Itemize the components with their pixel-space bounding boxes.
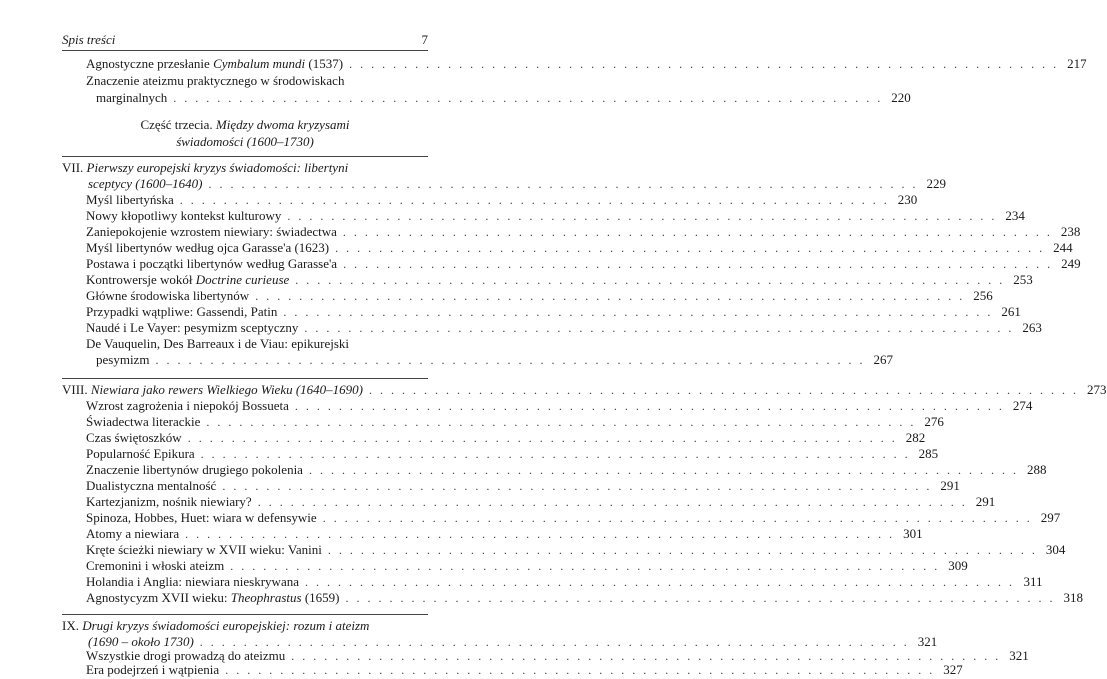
entry-text: pesymizm	[96, 352, 150, 367]
leader-dots: . . . . . . . . . . . . . . . . . . . . . . . . . . . . . . . . . . . . . . . . . . . . . . . . . . . . . . . . . . . . . . . . .	[173, 91, 883, 105]
chapter-heading	[62, 382, 1107, 398]
entry-text: Kartezjanizm, nośnik niewiary?	[86, 494, 252, 509]
leader-dots: . . . . . . . . . . . . . . . . . . . . . . . . . . . . . . . . . . . . . . . . . . . . . . . . . . . . . . . . . . . . . . . . .	[304, 321, 1014, 335]
leader-dots: . . . . . . . . . . . . . . . . . . . . . . . . . . . . . . . . . . . . . . . . . . . . . . . . . . . . . . . . . . . . . . . . .	[225, 663, 935, 677]
toc-entry	[62, 288, 993, 304]
leader-dots: . . . . . . . . . . . . . . . . . . . . . . . . . . . . . . . . . . . . . . . . . . . . . . . . . . . . . . . . . . . . . . . . .	[327, 543, 1038, 557]
entry-page: 261	[1001, 304, 1021, 319]
part-heading-line1	[62, 117, 428, 133]
toc-entry	[62, 462, 1047, 478]
chapter-title: Niewiara jako rewers Wielkiego Wieku (1640–1690)	[90, 382, 364, 397]
entry-text: Znaczenie ateizmu praktycznego w środowiskach	[86, 73, 345, 88]
toc-entry	[62, 398, 1033, 414]
toc-entry	[62, 590, 1083, 606]
entry-text: Dualistyczna mentalność	[86, 478, 217, 493]
toc-entry	[62, 662, 963, 678]
entry-page: 327	[943, 662, 963, 677]
leader-dots: . . . . . . . . . . . . . . . . . . . . . . . . . . . . . . . . . . . . . . . . . . . . . . . . . . . . . . . . . . . . . . . . .	[369, 383, 1079, 397]
chapter-title-continued: sceptycy (1600–1640)	[88, 176, 203, 191]
toc-entry	[62, 494, 996, 510]
entry-text: Myśl libertynów według ojca Garasse'a (1623)	[86, 240, 330, 255]
entry-page: 282	[905, 430, 926, 445]
toc-entry	[62, 430, 926, 446]
entry-page: 297	[1040, 510, 1061, 525]
entry-text: Nowy kłopotliwy kontekst kulturowy	[86, 208, 282, 223]
toc-entry-line1	[62, 73, 428, 89]
toc-entry	[62, 256, 1081, 272]
toc-entry	[62, 352, 893, 368]
entry-text: Popularność Epikura	[86, 446, 195, 461]
entry-text: Wszystkie drogi prowadzą do ateizmu	[86, 648, 286, 663]
toc-entry	[62, 192, 918, 208]
leader-dots: . . . . . . . . . . . . . . . . . . . . . . . . . . . . . . . . . . . . . . . . . . . . . . . . . . . . . . . . . . . . . . . . .	[295, 273, 1005, 287]
entry-page: 321	[1009, 648, 1029, 663]
entry-text: Myśl libertyńska	[86, 192, 174, 207]
entry-text: Agnostyczne przesłanie	[86, 56, 214, 71]
entry-page: 267	[873, 352, 893, 367]
leader-dots: . . . . . . . . . . . . . . . . . . . . . . . . . . . . . . . . . . . . . . . . . . . . . . . . . . . . . . . . . . . . . . . . .	[206, 415, 916, 429]
toc-entry	[62, 414, 944, 430]
section-divider	[62, 378, 428, 379]
entry-italic-title: Theophrastus	[230, 590, 302, 605]
leader-dots: . . . . . . . . . . . . . . . . . . . . . . . . . . . . . . . . . . . . . . . . . . . . . . . . . . . . . . . . . . . . . . . . .	[345, 591, 1055, 605]
entry-text: Przypadki wątpliwe: Gassendi, Patin	[86, 304, 278, 319]
entry-text: Świadectwa literackie	[86, 414, 201, 429]
chapter-number: VIII.	[62, 382, 88, 397]
leader-dots: . . . . . . . . . . . . . . . . . . . . . . . . . . . . . . . . . . . . . . . . . . . . . . . . . . . . . . . . . . . . . . . . .	[308, 463, 1019, 477]
toc-entry	[62, 320, 1042, 336]
leader-dots: . . . . . . . . . . . . . . . . . . . . . . . . . . . . . . . . . . . . . . . . . . . . . . . . . . . . . . . . . . . . . . . . .	[322, 511, 1033, 525]
leader-dots: . . . . . . . . . . . . . . . . . . . . . . . . . . . . . . . . . . . . . . . . . . . . . . . . . . . . . . . . . . . . . . . . .	[222, 479, 932, 493]
leader-dots: . . . . . . . . . . . . . . . . . . . . . . . . . . . . . . . . . . . . . . . . . . . . . . . . . . . . . . . . . . . . . . . . .	[185, 527, 895, 541]
entry-page: 309	[948, 558, 968, 573]
toc-entry	[62, 208, 1025, 224]
leader-dots: . . . . . . . . . . . . . . . . . . . . . . . . . . . . . . . . . . . . . . . . . . . . . . . . . . . . . . . . . . . . . . . . .	[208, 177, 918, 191]
section-divider	[62, 614, 428, 615]
entry-page: 238	[1060, 224, 1081, 239]
toc-entry	[62, 478, 960, 494]
entry-text: Agnostycyzm XVII wieku:	[86, 590, 231, 605]
leader-dots: . . . . . . . . . . . . . . . . . . . . . . . . . . . . . . . . . . . . . . . . . . . . . . . . . . . . . . . . . . . . . . . . .	[199, 635, 910, 649]
toc-entry	[62, 272, 1033, 288]
entry-text: Spinoza, Hobbes, Huet: wiara w defensywie	[86, 510, 317, 525]
entry-text: De Vauquelin, Des Barreaux i de Viau: epikurejski	[86, 336, 350, 351]
leader-dots: . . . . . . . . . . . . . . . . . . . . . . . . . . . . . . . . . . . . . . . . . . . . . . . . . . . . . . . . . . . . . . . . .	[187, 431, 898, 445]
leader-dots: . . . . . . . . . . . . . . . . . . . . . . . . . . . . . . . . . . . . . . . . . . . . . . . . . . . . . . . . . . . . . . . . .	[287, 209, 997, 223]
toc-entry-line1	[62, 336, 428, 352]
toc-entry	[62, 526, 923, 542]
entry-page: 253	[1013, 272, 1033, 287]
entry-text: Czas świętoszków	[86, 430, 182, 445]
leader-dots: . . . . . . . . . . . . . . . . . . . . . . . . . . . . . . . . . . . . . . . . . . . . . . . . . . . . . . . . . . . . . . . . .	[230, 559, 940, 573]
section-divider	[62, 156, 428, 157]
entry-page: 244	[1053, 240, 1073, 255]
leader-dots: . . . . . . . . . . . . . . . . . . . . . . . . . . . . . . . . . . . . . . . . . . . . . . . . . . . . . . . . . . . . . . . . .	[200, 447, 911, 461]
toc-entry	[62, 510, 1061, 526]
entry-page: 234	[1005, 208, 1025, 223]
chapter-title-continued: (1690 – około 1730)	[88, 634, 194, 649]
entry-text: Era podejrzeń i wątpienia	[86, 662, 220, 677]
entry-page: 220	[891, 90, 911, 105]
leader-dots: . . . . . . . . . . . . . . . . . . . . . . . . . . . . . . . . . . . . . . . . . . . . . . . . . . . . . . . . . . . . . . . . .	[349, 57, 1059, 71]
entry-italic-title: Doctrine curieuse	[195, 272, 290, 287]
entry-page: 291	[975, 494, 996, 509]
chapter-heading	[62, 618, 428, 634]
entry-text: Znaczenie libertynów drugiego pokolenia	[86, 462, 303, 477]
entry-page: 256	[973, 288, 993, 303]
chapter-page: 321	[917, 634, 938, 649]
toc-entry	[62, 574, 1043, 590]
entry-text: Naudé i Le Vayer: pesymizm sceptyczny	[86, 320, 299, 335]
entry-italic-title: Cymbalum mundi	[213, 56, 306, 71]
entry-text-after: (1537)	[305, 56, 344, 71]
entry-page: 304	[1045, 542, 1066, 557]
part-title: Między dwoma kryzysami	[215, 117, 350, 132]
toc-entry	[62, 446, 939, 462]
entry-page: 291	[940, 478, 960, 493]
leader-dots: . . . . . . . . . . . . . . . . . . . . . . . . . . . . . . . . . . . . . . . . . . . . . . . . . . . . . . . . . . . . . . . . .	[155, 353, 865, 367]
part-title-continued: świadomości (1600–1730)	[176, 134, 314, 149]
leader-dots: . . . . . . . . . . . . . . . . . . . . . . . . . . . . . . . . . . . . . . . . . . . . . . . . . . . . . . . . . . . . . . . . .	[343, 257, 1053, 271]
entry-text: Kręte ścieżki niewiary w XVII wieku: Vanini	[86, 542, 322, 557]
leader-dots: . . . . . . . . . . . . . . . . . . . . . . . . . . . . . . . . . . . . . . . . . . . . . . . . . . . . . . . . . . . . . . . . .	[342, 225, 1053, 239]
toc-entry	[62, 56, 1087, 72]
entry-text: Zaniepokojenie wzrostem niewiary: świadectwa	[86, 224, 337, 239]
page-number: 7	[421, 32, 428, 47]
leader-dots: . . . . . . . . . . . . . . . . . . . . . . . . . . . . . . . . . . . . . . . . . . . . . . . . . . . . . . . . . . . . . . . . .	[179, 193, 890, 207]
entry-page: 274	[1012, 398, 1033, 413]
entry-text: marginalnych	[96, 90, 168, 105]
leader-dots: . . . . . . . . . . . . . . . . . . . . . . . . . . . . . . . . . . . . . . . . . . . . . . . . . . . . . . . . . . . . . . . . .	[291, 649, 1001, 663]
chapter-page: 273	[1087, 382, 1107, 397]
entry-page: 311	[1023, 574, 1043, 589]
running-head-title: Spis treści	[62, 32, 116, 47]
part-heading-line2	[62, 134, 428, 150]
chapter-page: 229	[926, 176, 946, 191]
toc-entry	[62, 304, 1021, 320]
entry-page: 288	[1026, 462, 1047, 477]
entry-text-after: (1659)	[301, 590, 340, 605]
chapter-title: Pierwszy europejski kryzys świadomości: libertyni	[86, 160, 349, 175]
chapter-heading-line2	[62, 176, 946, 192]
leader-dots: . . . . . . . . . . . . . . . . . . . . . . . . . . . . . . . . . . . . . . . . . . . . . . . . . . . . . . . . . . . . . . . . .	[335, 241, 1045, 255]
entry-page: 263	[1022, 320, 1042, 335]
entry-page: 230	[897, 192, 918, 207]
entry-text: Kontrowersje wokół	[86, 272, 196, 287]
toc-entry	[62, 90, 911, 106]
toc-entry	[62, 558, 968, 574]
leader-dots: . . . . . . . . . . . . . . . . . . . . . . . . . . . . . . . . . . . . . . . . . . . . . . . . . . . . . . . . . . . . . . . . .	[305, 575, 1015, 589]
entry-page: 217	[1067, 56, 1087, 71]
entry-page: 249	[1061, 256, 1081, 271]
entry-page: 285	[918, 446, 939, 461]
entry-text: Wzrost zagrożenia i niepokój Bossueta	[86, 398, 289, 413]
chapter-number: VII.	[62, 160, 84, 175]
leader-dots: . . . . . . . . . . . . . . . . . . . . . . . . . . . . . . . . . . . . . . . . . . . . . . . . . . . . . . . . . . . . . . . . .	[255, 289, 965, 303]
running-head	[62, 30, 428, 48]
toc-entry	[62, 240, 1073, 256]
chapter-title: Drugi kryzys świadomości europejskiej: rozum i ateizm	[82, 618, 370, 633]
toc-entry	[62, 542, 1066, 558]
entry-text: Holandia i Anglia: niewiara nieskrywana	[86, 574, 299, 589]
part-label: Część trzecia.	[140, 117, 213, 132]
chapter-heading	[62, 160, 428, 176]
chapter-number: IX.	[62, 618, 79, 633]
header-rule	[62, 50, 428, 51]
leader-dots: . . . . . . . . . . . . . . . . . . . . . . . . . . . . . . . . . . . . . . . . . . . . . . . . . . . . . . . . . . . . . . . . .	[294, 399, 1005, 413]
entry-text: Atomy a niewiara	[86, 526, 180, 541]
entry-page: 301	[903, 526, 923, 541]
entry-page: 276	[924, 414, 944, 429]
entry-page: 318	[1063, 590, 1083, 605]
leader-dots: . . . . . . . . . . . . . . . . . . . . . . . . . . . . . . . . . . . . . . . . . . . . . . . . . . . . . . . . . . . . . . . . .	[257, 495, 968, 509]
leader-dots: . . . . . . . . . . . . . . . . . . . . . . . . . . . . . . . . . . . . . . . . . . . . . . . . . . . . . . . . . . . . . . . . .	[283, 305, 993, 319]
entry-text: Postawa i początki libertynów według Garasse'a	[86, 256, 338, 271]
toc-entry	[62, 224, 1081, 240]
entry-text: Cremonini i włoski ateizm	[86, 558, 225, 573]
entry-text: Główne środowiska libertynów	[86, 288, 250, 303]
